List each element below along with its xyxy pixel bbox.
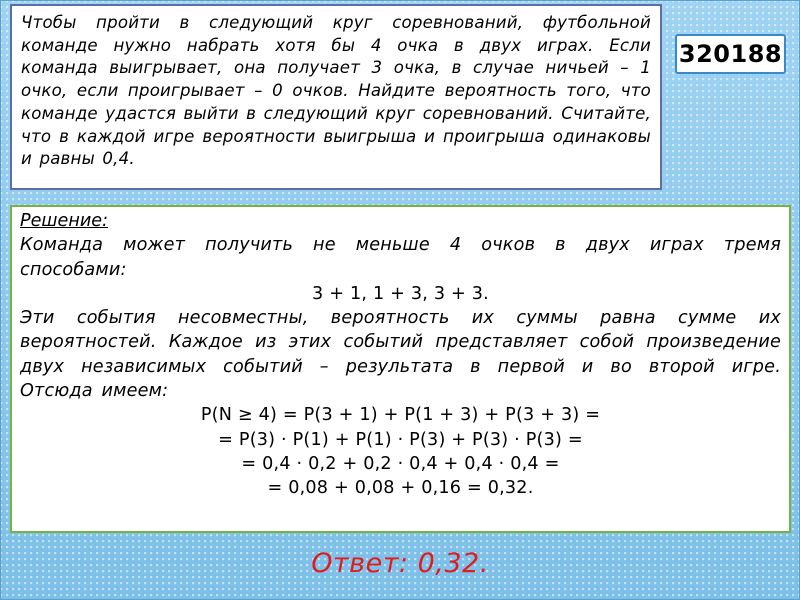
problem-id-text: 320188 xyxy=(678,40,783,68)
solution-intro: Команда может получить не меньше 4 очков в двух играх тремя способами: xyxy=(20,235,781,280)
solution-heading: Решение: xyxy=(20,211,109,231)
solution-box xyxy=(10,205,791,533)
problem-text: Чтобы пройти в следующий круг соревнований, футбольной команде нужно набрать хотя бы 4 очка в двух играх. Если команда выигрывает, она получает 3 очка, в случае ничьей – 1 очко, если проигрывает – 0 очков. Найдите вероятность того, что команде удастся выйти в следующий круг соревнований. Считайте, что в каждой игре вероятности выигрыша и проигрыша одинаковы и равны 0,4. xyxy=(21,13,651,169)
solution-explanation: Эти события несовместны, вероятность их суммы равна сумме их вероятностей. Каждое из этих событий представляет собой произведение двух независимых событий – результата в первой и во второй игре. Отсюда имеем: xyxy=(20,308,781,402)
formula-line: = 0,4 · 0,2 + 0,2 · 0,4 + 0,4 · 0,4 = xyxy=(241,453,560,474)
answer-text: Ответ: 0,32. xyxy=(311,548,489,579)
formula-line: = 0,08 + 0,08 + 0,16 = 0,32. xyxy=(267,478,534,499)
problem-id-badge xyxy=(675,34,786,74)
problem-statement-box xyxy=(10,4,662,190)
formula-line: P(N ≥ 4) = P(3 + 1) + P(1 + 3) + P(3 + 3) = xyxy=(200,405,601,426)
solution-ways: 3 + 1, 1 + 3, 3 + 3. xyxy=(312,283,489,304)
formula-line: = P(3) · P(1) + P(1) · P(3) + P(3) · P(3) = xyxy=(218,429,583,450)
